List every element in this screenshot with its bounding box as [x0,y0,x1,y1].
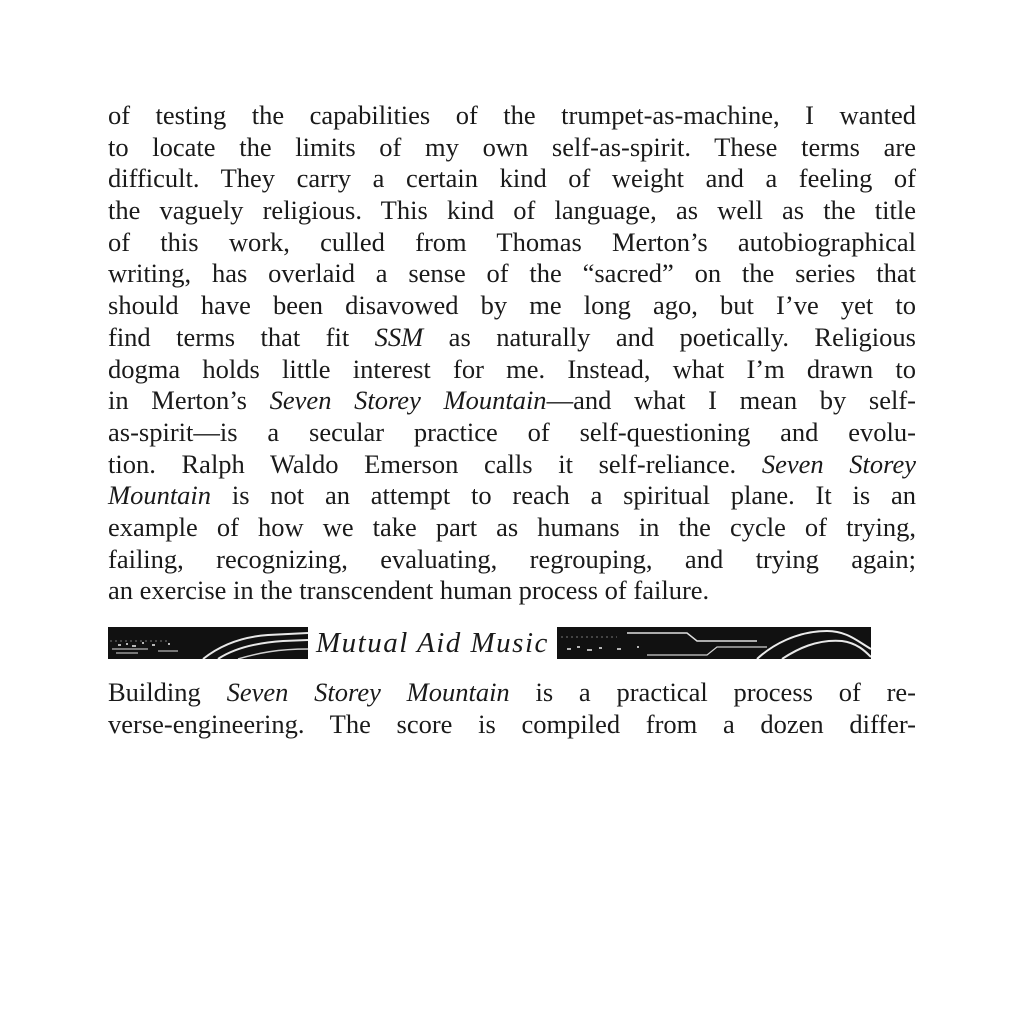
text-line [108,512,916,544]
text-line [108,163,916,195]
text-run: in Merton’s [108,385,270,416]
text-run: is not an attempt to reach a spiritual plane. It is an [211,480,916,511]
italic-title: Mountain [108,480,212,511]
ornament-right [557,627,871,659]
text-run: tion. Ralph Waldo Emerson calls it self-reliance. [108,448,762,479]
section-heading [108,623,916,663]
italic-title: Seven Storey Mountain [226,677,510,707]
text-run: Building [108,677,227,707]
text-line [108,449,916,481]
text-line [108,544,916,576]
text-line [108,100,916,132]
paragraph-2 [108,677,916,740]
text-run: is a practical process of re- [509,677,917,707]
text-line [108,385,916,417]
page-body [108,100,916,740]
text-line [108,227,916,259]
text-run: of testing the capabilities of the trumpet-as-machine, I wanted [108,100,916,130]
text-run: difficult. They carry a certain kind of weight and a feeling of [108,163,916,194]
ornament-left [108,627,308,659]
italic-title: Seven Storey Mountain [269,385,547,416]
italic-title: SSM [374,321,424,352]
text-run: verse-engineering. The score is compiled from a dozen differ- [108,708,916,739]
text-line [108,258,916,290]
italic-title: Seven Storey [761,448,916,479]
text-run: as naturally and poetically. Religious [423,321,916,352]
text-line [108,575,916,607]
text-line [108,677,916,709]
text-run: as-spirit—is a secular practice of self-questioning and evolu- [108,416,916,447]
text-run: find terms that fit [108,321,375,352]
text-run: should have been disavowed by me long ago, but I’ve yet to [108,290,916,321]
text-run: an exercise in the transcendent human process of failure. [108,575,710,606]
text-line [108,322,916,354]
text-run: of this work, culled from Thomas Merton’s autobiographical [108,226,916,257]
section-heading-text: Mutual Aid Music [316,627,549,659]
text-run: dogma holds little interest for me. Instead, what I’m drawn to [108,353,916,384]
text-run: —and what I mean by self- [546,385,916,416]
text-line [108,290,916,322]
text-line [108,354,916,386]
paragraph-1 [108,100,916,607]
text-run: failing, recognizing, evaluating, regrouping, and trying again; [108,543,916,574]
text-run: writing, has overlaid a sense of the “sacred” on the series that [108,258,916,289]
text-run: the vaguely religious. This kind of language, as well as the title [108,195,916,226]
text-line [108,132,916,164]
text-line [108,480,916,512]
text-line [108,709,916,741]
text-run: to locate the limits of my own self-as-spirit. These terms are [108,131,916,162]
text-line [108,417,916,449]
text-line [108,195,916,227]
text-run: example of how we take part as humans in the cycle of trying, [108,511,916,542]
